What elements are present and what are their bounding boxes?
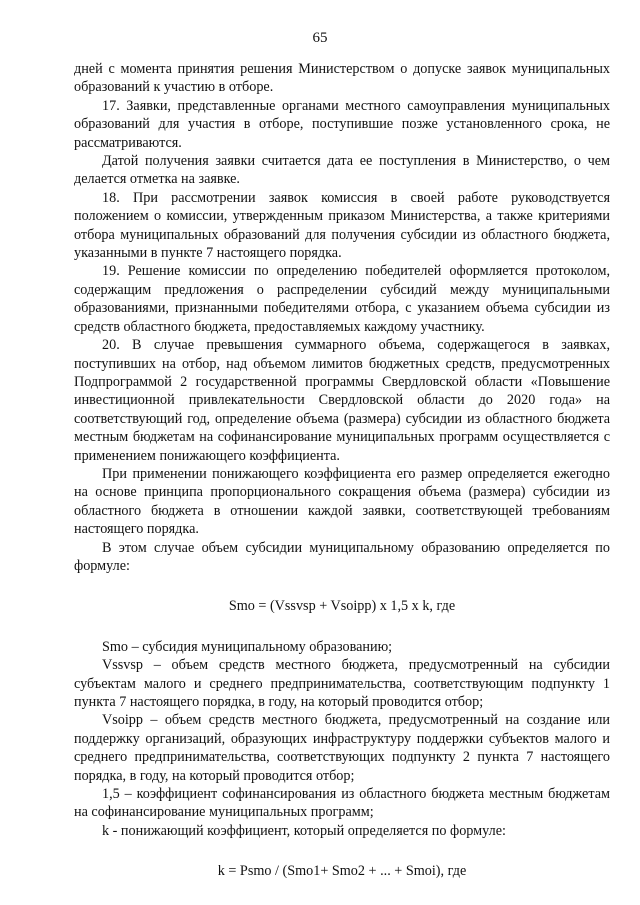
definition-item: 1,5 – коэффициент софинансирования из областного бюджета местным бюджетам на софинансирование муниципальных программ; [74,786,610,821]
definition-item: Vsoipp – объем средств местного бюджета, предусмотренный на создание или поддержку организаций, образующих инфраструктуру поддержки субъектов малого и среднего предпринимательства, соответствующих подпункту 2 пункта 7 настоящего порядка, в году, на который проводится отбор; [74,712,610,784]
definition-item: Smo – субсидия муниципальному образованию; [102,638,393,655]
paragraph: 19. Решение комиссии по определению победителей оформляется протоколом, содержащим предложения о распределении субсидий между муниципальными образованиями, признанными победителями отбора, с указанием объема субсидии из средств областного бюджета, предоставляемых каждому участнику. [74,263,610,335]
paragraph: дней с момента принятия решения Министерством о допуске заявок муниципальных образований к участию в отборе. [74,61,610,96]
page-number: 65 [312,30,328,46]
definition-item: k - понижающий коэффициент, который определяется по формуле: [102,822,506,839]
document-body [74,60,610,881]
definition-item: Vssvsp – объем средств местного бюджета, предусмотренный на субсидии субъектам малого и среднего предпринимательства, соответствующим подпункту 1 пункта 7 настоящего порядка, в году, на который проводится отбор; [74,657,610,710]
paragraph: При применении понижающего коэффициента его размер определяется ежегодно на основе принципа пропорционального сокращения объема (размера) субсидии из областного бюджета в отношении каждой заявки, соответствующей требованиям настоящего порядка. [74,465,610,538]
paragraph: 18. При рассмотрении заявок комиссия в своей работе руководствуется положением о комиссии, утвержденным приказом Министерства, а также критериями отбора муниципальных образований для получения субсидии из областного бюджета, указанными в пункте 7 настоящего порядка. [74,189,610,262]
paragraph: 17. Заявки, представленные органами местного самоуправления муниципальных образований для участия в отборе, поступившие позже установленного срока, не рассматриваются. [74,97,610,151]
paragraph: Датой получения заявки считается дата ее поступления в Министерство, о чем делается отметка на заявке. [74,153,610,188]
paragraph: 20. В случае превышения суммарного объема, содержащегося в заявках, поступивших на отбор, над объемом лимитов бюджетных средств, предусмотренных Подпрограммой 2 государственной программы Свердловской области «Повышение инвестиционной привлекательности Свердловской области до 2020 года» на соответствующий год, определение объема (размера) субсидии из областного бюджета местным бюджетам на софинансирование муниципальных программ осуществляется с применением понижающего коэффициента. [74,337,610,464]
paragraph: В этом случае объем субсидии муниципальному образованию определяется по формуле: [74,539,610,574]
formula-k: k = Psmo / (Smo1+ Smo2 + ... + Smoi), где [217,863,467,880]
formula-smo: Smo = (Vssvsp + Vsoipp) x 1,5 x k, где [228,598,456,615]
